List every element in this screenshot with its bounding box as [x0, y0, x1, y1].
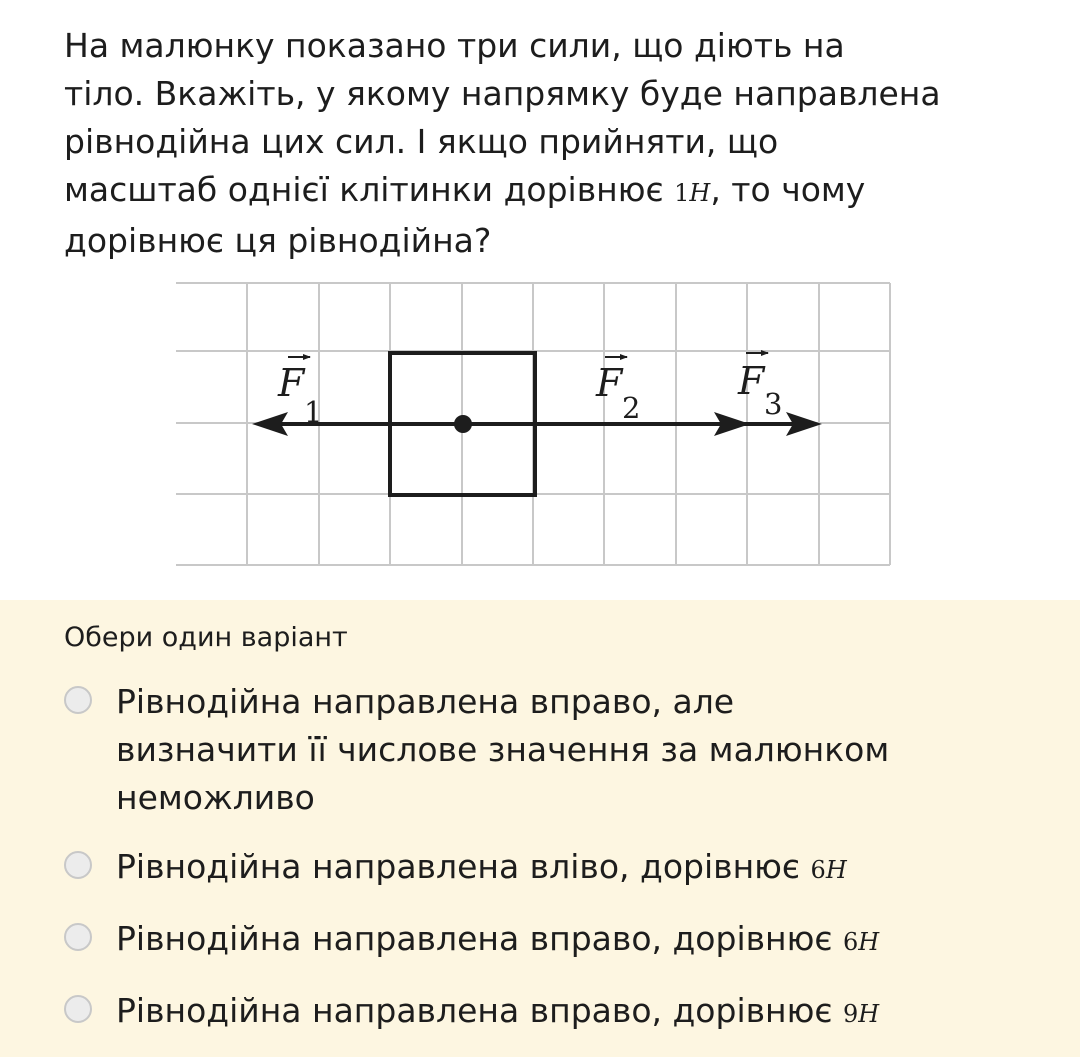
answer-panel: [0, 600, 1080, 1057]
label-f2: [595, 357, 640, 425]
question-line-part: масштаб однієї клітинки дорівнює: [64, 170, 675, 209]
label-f3: [737, 353, 782, 421]
question-line-part: , то чому: [710, 170, 866, 209]
radio-button[interactable]: [64, 851, 92, 879]
answer-option-label: Рівнодійна направлена вліво, дорівнює: [116, 847, 811, 886]
scale-unit-number: 1: [674, 179, 690, 207]
answer-prompt: Обери один варіант: [64, 622, 348, 653]
label-f3-sub: 3: [764, 387, 783, 421]
answer-value-unit: Н: [858, 928, 880, 956]
answer-value-number: 9: [843, 1000, 859, 1028]
question-line: На малюнку показано три сили, що діють на: [64, 26, 845, 65]
radio-button[interactable]: [64, 995, 92, 1023]
scale-unit-symbol: Н: [689, 179, 711, 207]
question-text: [64, 22, 1024, 265]
question-line: рівнодійна цих сил. І якщо прийняти, що: [64, 122, 779, 161]
answer-option-text: [116, 678, 1054, 822]
label-f1-sub: 1: [304, 395, 323, 429]
answer-option-text: [116, 987, 1054, 1038]
answer-option-text: [116, 915, 1054, 966]
answer-option-2[interactable]: [64, 843, 1054, 894]
force-f3-arrowhead: [786, 412, 822, 436]
body-center-point: [454, 415, 472, 433]
answer-option-line: визначити її числове значення за малюнком: [116, 730, 890, 769]
radio-button[interactable]: [64, 923, 92, 951]
answer-option-line: неможливо: [116, 778, 315, 817]
question-line: тіло. Вкажіть, у якому напрямку буде направлена: [64, 74, 941, 113]
radio-button[interactable]: [64, 686, 92, 714]
force-f2-arrowhead: [714, 412, 750, 436]
answer-option-4[interactable]: [64, 987, 1054, 1038]
answer-value-unit: Н: [858, 1000, 880, 1028]
answer-value-unit: Н: [825, 856, 847, 884]
scale-unit: [674, 179, 710, 207]
question-line: [64, 166, 1024, 217]
label-f2-letter: F: [596, 361, 623, 405]
label-f1: [277, 357, 322, 429]
force-f1-arrowhead: [252, 412, 288, 436]
answer-value-number: 6: [843, 928, 859, 956]
label-f3-letter: F: [738, 359, 765, 403]
answer-option-line: Рівнодійна направлена вправо, але: [116, 682, 735, 721]
question-line: дорівнює ця рівнодійна?: [64, 221, 492, 260]
grid: [176, 283, 890, 565]
answer-option-value: [811, 856, 847, 884]
answer-option-text: [116, 843, 1054, 894]
body-square: [390, 353, 535, 495]
answer-option-1[interactable]: [64, 678, 1054, 822]
answer-option-value: [843, 928, 879, 956]
label-f1-letter: F: [278, 361, 305, 405]
answer-option-value: [843, 1000, 879, 1028]
answer-option-label: Рівнодійна направлена вправо, дорівнює: [116, 919, 844, 958]
answer-option-3[interactable]: [64, 915, 1054, 966]
label-f2-sub: 2: [622, 391, 641, 425]
answer-value-number: 6: [810, 856, 826, 884]
answer-option-label: Рівнодійна направлена вправо, дорівнює: [116, 991, 844, 1030]
